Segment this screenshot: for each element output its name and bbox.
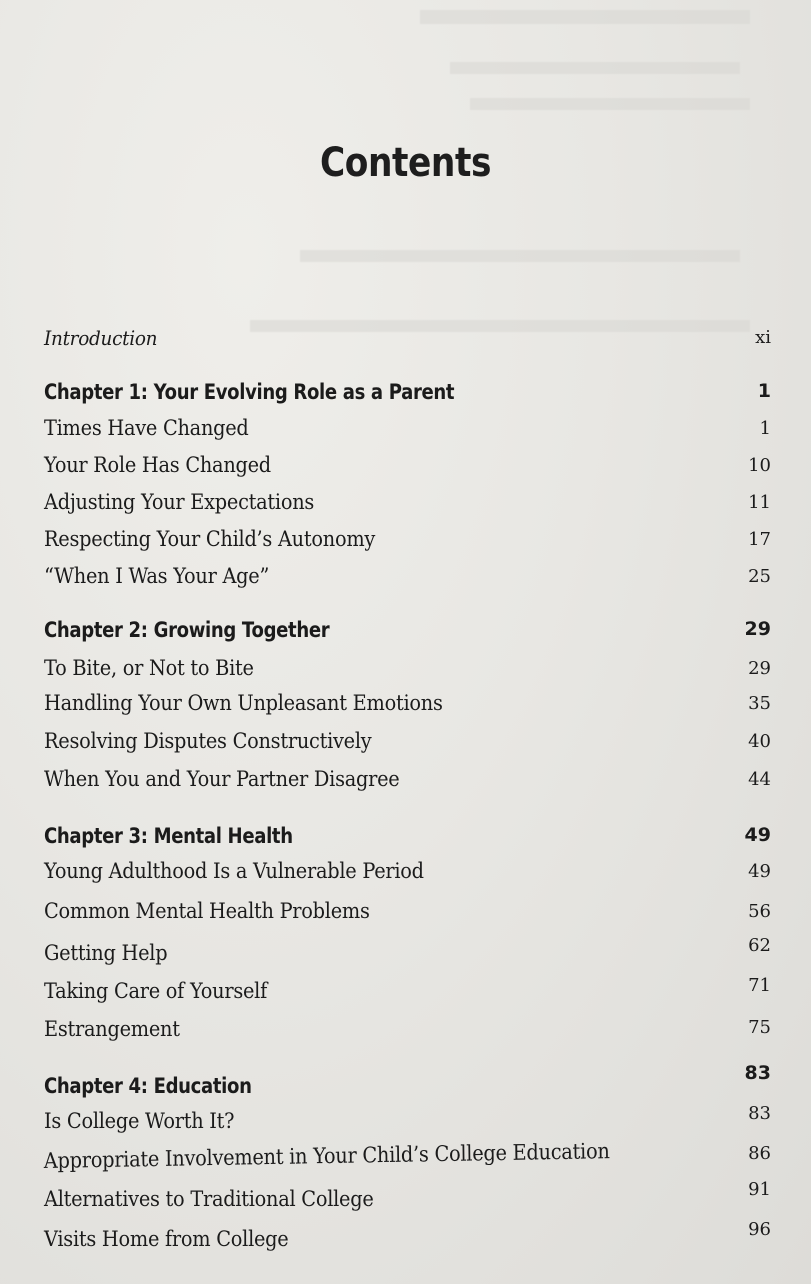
toc-entry-title: “When I Was Your Age” <box>44 564 270 589</box>
toc-entry-title: Resolving Disputes Constructively <box>44 729 372 754</box>
toc-entry-page: 29 <box>748 658 771 679</box>
toc-entry[interactable] <box>43 1139 771 1180</box>
toc-entry[interactable] <box>44 653 771 687</box>
toc-entry[interactable] <box>44 688 771 722</box>
toc-entry-page: xi <box>755 327 771 348</box>
toc-entry[interactable] <box>44 1179 771 1218</box>
toc-entry[interactable] <box>44 1103 771 1140</box>
toc-entry[interactable] <box>44 524 771 558</box>
toc-entry-title: Getting Help <box>44 941 168 966</box>
toc-entry[interactable] <box>44 726 771 760</box>
toc-entry-title: Is College Worth It? <box>44 1109 235 1134</box>
toc-entry-title: Handling Your Own Unpleasant Emotions <box>44 691 443 716</box>
toc-entry-page: 71 <box>748 975 771 996</box>
toc-entry-page: 25 <box>748 566 771 587</box>
toc-entry-page: 40 <box>748 731 771 752</box>
toc-entry-page: 56 <box>748 901 771 922</box>
toc-chapter-page: 83 <box>744 1062 771 1084</box>
toc-chapter[interactable] <box>44 376 771 410</box>
toc-entry[interactable] <box>44 896 771 930</box>
toc-entry[interactable] <box>44 935 771 972</box>
toc-chapter-page: 29 <box>744 618 771 640</box>
toc-chapter[interactable] <box>44 820 771 854</box>
toc-entry-title: When You and Your Partner Disagree <box>44 767 400 792</box>
toc-entry-title: Estrangement <box>44 1017 180 1042</box>
toc-entry[interactable] <box>44 856 771 890</box>
toc-entry[interactable] <box>44 450 771 484</box>
toc-chapter[interactable] <box>44 614 771 648</box>
toc-chapter-title: Chapter 3: Mental Health <box>44 824 293 848</box>
toc-entry-title: Young Adulthood Is a Vulnerable Period <box>44 859 424 884</box>
toc-entry-page: 86 <box>748 1143 771 1164</box>
toc-chapter-page: 49 <box>744 824 771 846</box>
toc-entry-title: Common Mental Health Problems <box>44 899 370 924</box>
toc-entry[interactable] <box>44 413 771 447</box>
toc-entry-page: 35 <box>748 693 771 714</box>
toc-entry-title: Times Have Changed <box>44 416 249 441</box>
toc-entry-page: 17 <box>748 529 771 550</box>
toc-entry-title: Appropriate Involvement in Your Child’s College Education <box>43 1139 610 1174</box>
toc-chapter[interactable] <box>44 1062 771 1104</box>
toc-chapter-title: Chapter 1: Your Evolving Role as a Parent <box>44 380 455 404</box>
toc-entry[interactable] <box>44 322 771 356</box>
toc-entry-title: Your Role Has Changed <box>44 453 271 478</box>
toc-entry-page: 75 <box>748 1017 771 1038</box>
toc-entry-title: Visits Home from College <box>44 1227 289 1252</box>
toc-entry-page: 44 <box>748 769 771 790</box>
toc-entry-page: 11 <box>748 492 771 513</box>
toc-entry-page: 62 <box>748 935 771 956</box>
toc-chapter-title: Chapter 4: Education <box>44 1074 252 1098</box>
toc-entry-page: 1 <box>759 418 771 439</box>
toc-chapter-title: Chapter 2: Growing Together <box>44 618 330 642</box>
toc-chapter-page: 1 <box>757 380 771 402</box>
toc-entry-title: Respecting Your Child’s Autonomy <box>44 527 376 552</box>
toc-entry-page: 96 <box>748 1219 771 1240</box>
toc-entry-page: 91 <box>748 1179 771 1200</box>
toc-entry[interactable] <box>44 487 771 521</box>
toc-entry[interactable] <box>44 1219 771 1258</box>
toc-entry-title: Introduction <box>44 326 158 350</box>
toc-entry[interactable] <box>44 561 771 595</box>
toc-entry-title: Alternatives to Traditional College <box>44 1187 374 1212</box>
page-title: Contents <box>319 140 492 186</box>
toc-entry-page: 10 <box>748 455 771 476</box>
toc-entry-page: 83 <box>748 1103 771 1124</box>
toc-entry-title: To Bite, or Not to Bite <box>44 656 254 681</box>
toc-entry-title: Adjusting Your Expectations <box>44 490 315 515</box>
toc-entry[interactable] <box>44 976 771 1010</box>
toc-entry-page: 49 <box>748 861 771 882</box>
toc-entry[interactable] <box>44 1014 771 1048</box>
toc-entry[interactable] <box>44 764 771 798</box>
toc-entry-title: Taking Care of Yourself <box>44 979 267 1004</box>
